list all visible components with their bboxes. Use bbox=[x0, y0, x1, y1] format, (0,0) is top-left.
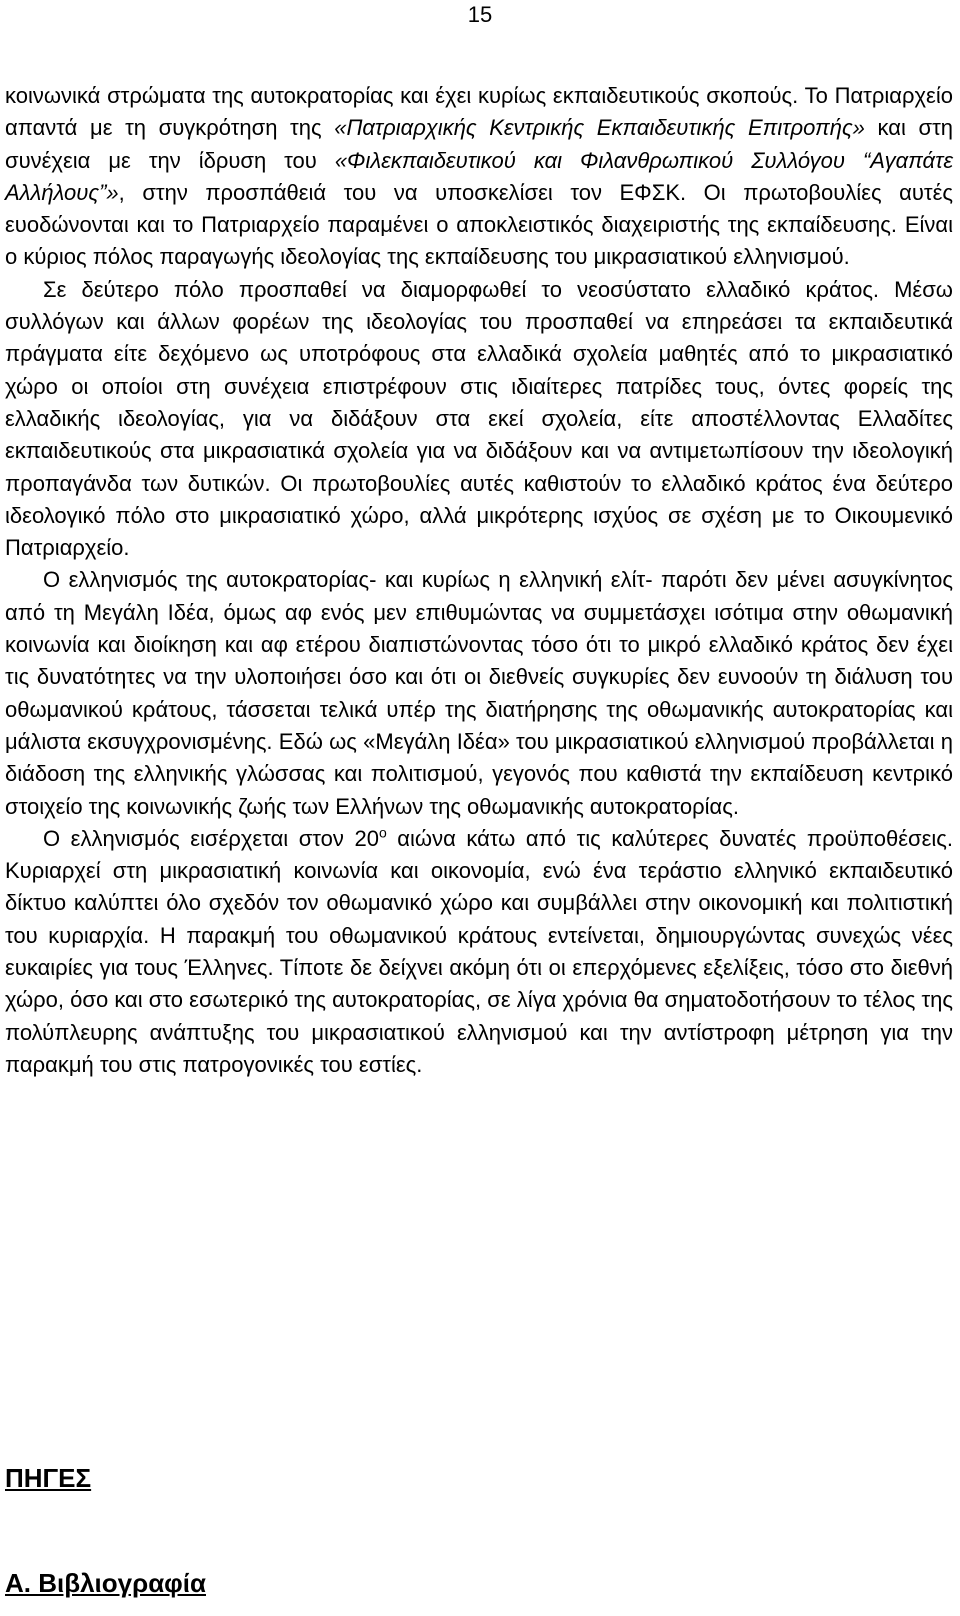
paragraph-1 bbox=[5, 80, 953, 274]
association-name-italic: «Φιλεκπαιδευτικού και Φιλανθρωπικού Συλλόγου “Αγαπάτε Αλλήλους”» bbox=[5, 147, 953, 205]
paragraph-4-text-b: αιώνα κάτω από τις καλύτερες δυνατές προϋποθέσεις. Κυριαρχεί στη μικρασιατική κοινωνία και οικονομία, ενώ ένα τεράστιο ελληνικό εκπαιδευτικό δίκτυο καλύπτει όλο σχεδόν τον οθωμανικό χώρο και συμβάλλει στην οικονομική και πολιτιστική του κυριαρχία. Η παρακμή του οθωμανικού κράτους εντείνεται, δημιουργώντας συνεχώς νέες ευκαιρίες για τους Έλληνες. Τίποτε δε δείχνει ακόμη ότι οι επερχόμενες εξελίξεις, τόσο στο διεθνή χώρο, όσο και στο εσωτερικό της αυτοκρατορίας, σε λίγα χρόνια θα σηματοδοτήσουν το τέλος της πολύπλευρης ανάπτυξης του μικρασιατικού ελληνισμού και την αντίστροφη μέτρηση για την παρακμή του στις πατρογονικές του εστίες. bbox=[5, 825, 953, 1077]
paragraph-4-text-a: Ο ελληνισμός εισέρχεται στον 20 bbox=[43, 825, 379, 851]
paragraph-4 bbox=[5, 823, 953, 1081]
body-text bbox=[5, 80, 953, 1081]
paragraph-1-text-a: κοινωνικά στρώματα της αυτοκρατορίας και έχει κυρίως εκπαιδευτικούς σκοπούς. Το Πατριαρχείο απαντά με τη συγκρότηση της bbox=[5, 83, 953, 141]
paragraph-3: Ο ελληνισμός της αυτοκρατορίας- και κυρίως η ελληνική ελίτ- παρότι δεν μένει ασυγκίνητος από τη Μεγάλη Ιδέα, όμως αφ ενός μεν επιθυμώντας να συμμετάσχει ισότιμα στην οθωμανική κοινωνία και διοίκηση και αφ ετέρου διαπιστώνοντας τόσο ότι το μικρό ελλαδικό κράτος δεν έχει τις δυνατότητες να την υλοποιήσει όσο και ότι οι διεθνείς συγκυρίες δεν ευνοούν τη διάλυση του οθωμανικού κράτους, τάσσεται τελικά υπέρ της διατήρησης της οθωμανικής αυτοκρατορίας και μάλιστα εκσυγχρονισμένης. Εδώ ως «Μεγάλη Ιδέα» του μικρασιατικού ελληνισμού προβάλλεται η διάδοση της ελληνικής γλώσσας και πολιτισμού, γεγονός που καθιστά την εκπαίδευση κεντρικό στοιχείο της κοινωνικής ζωής των Ελλήνων της οθωμανικής αυτοκρατορίας. bbox=[5, 567, 953, 819]
paragraph-1-text-c: , στην προσπάθειά του να υποσκελίσει τον ΕΦΣΚ. Οι πρωτοβουλίες αυτές ευοδώνονται και το Πατριαρχείο παραμένει ο αποκλειστικός διαχειριστής της εκπαίδευσης. Είναι ο κύριος πόλος παραγωγής ιδεολογίας της εκπαίδευσης του μικρασιατικού ελληνισμού. bbox=[5, 179, 953, 270]
committee-name-italic: «Πατριαρχικής Κεντρικής Εκπαιδευτικής Επιτροπής» bbox=[334, 115, 865, 141]
sources-heading: ΠΗΓΕΣ bbox=[5, 1463, 92, 1493]
bibliography-heading: Α. Βιβλιογραφία bbox=[5, 1568, 206, 1598]
paragraph-2: Σε δεύτερο πόλο προσπαθεί να διαμορφωθεί το νεοσύστατο ελλαδικό κράτος. Μέσω συλλόγων και άλλων φορέων της ιδεολογίας του προσπαθεί να επηρεάσει τα εκπαιδευτικά πράγματα είτε δεχόμενο ως υποτρόφους στα ελλαδικά σχολεία μαθητές από το μικρασιατικό χώρο οι οποίοι στη συνέχεια επιστρέφουν στις ιδιαίτερες πατρίδες τους, όντες φορείς της ελλαδικής ιδεολογίας, για να διδάξουν στα εκεί σχολεία, είτε αποστέλλοντας Ελλαδίτες εκπαιδευτικούς στα μικρασιατικά σχολεία για να διδάξουν και να αντιμετωπίσουν την ιδεολογική προπαγάνδα των δυτικών. Οι πρωτοβουλίες αυτές καθιστούν το ελλαδικό κράτος ένα δεύτερο ιδεολογικό πόλο στο μικρασιατικό χώρο, αλλά μικρότερης ισχύος σε σχέση με το Οικουμενικό Πατριαρχείο. bbox=[5, 276, 953, 561]
paragraph-1-text-b: και στη συνέχεια με την ίδρυση του bbox=[5, 115, 953, 173]
ordinal-superscript: ο bbox=[378, 824, 387, 841]
page-number: 15 bbox=[467, 2, 493, 27]
